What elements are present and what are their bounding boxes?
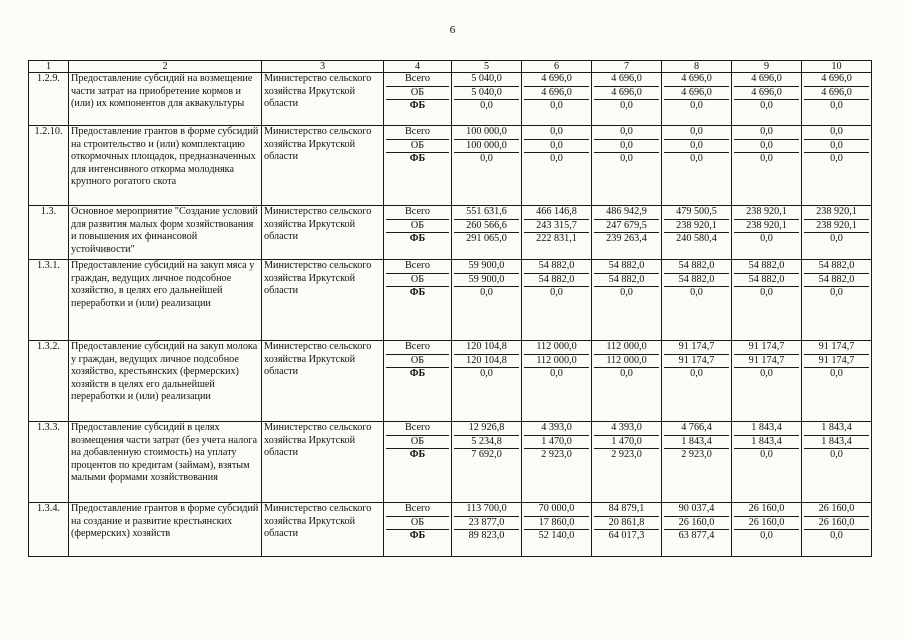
header-cell: 4 xyxy=(384,61,452,73)
item-description: Основное мероприятие "Создание условий для развития малых форм хозяйствования и повышения их финансовой устойчивости" xyxy=(69,206,262,260)
amount-value: 112 000,0 xyxy=(524,341,589,355)
amount-cell xyxy=(592,422,662,503)
amount-value: 4 696,0 xyxy=(594,87,659,101)
table-row xyxy=(29,260,872,341)
header-row xyxy=(29,61,872,73)
header-cell: 7 xyxy=(592,61,662,73)
amount-value: 5 040,0 xyxy=(454,87,519,101)
funding-type: ФБ xyxy=(409,100,426,112)
amount-value: 0,0 xyxy=(664,140,729,154)
amount-cell xyxy=(802,73,872,126)
amount-value: 17 860,0 xyxy=(524,517,589,531)
amount-value: 0,0 xyxy=(760,530,773,542)
amount-value: 0,0 xyxy=(804,140,869,154)
amount-cell xyxy=(592,503,662,557)
amount-value: 0,0 xyxy=(480,153,493,165)
amount-cell xyxy=(802,126,872,206)
item-executor: Министерство сельского хозяйства Иркутской области xyxy=(262,206,384,260)
amount-value: 238 920,1 xyxy=(804,220,869,234)
funding-type-cell xyxy=(384,503,452,557)
amount-value: 291 065,0 xyxy=(466,233,507,245)
funding-type: ОБ xyxy=(386,220,449,234)
funding-type: ФБ xyxy=(409,449,426,461)
item-number: 1.3.3. xyxy=(29,422,69,503)
item-description: Предоставление субсидий на закуп мяса у граждан, ведущих личное подсобное хозяйство, в целях его дальнейшей переработки и (или) реализации xyxy=(69,260,262,341)
funding-type: ФБ xyxy=(409,368,426,380)
amount-value: 0,0 xyxy=(480,368,493,380)
amount-cell xyxy=(802,422,872,503)
amount-value: 91 174,7 xyxy=(734,341,799,355)
funding-type: ФБ xyxy=(409,287,426,299)
amount-value: 1 843,4 xyxy=(734,436,799,450)
amount-cell xyxy=(802,206,872,260)
amount-value: 91 174,7 xyxy=(734,355,799,369)
item-description: Предоставление грантов в форме субсидий на строительство и (или) комплектацию откормочных площадок, предназначенных для интенсивного откорма молодняка крупного рогатого скота xyxy=(69,126,262,206)
page-number: 6 xyxy=(449,24,456,36)
amount-value: 1 470,0 xyxy=(524,436,589,450)
amount-value: 0,0 xyxy=(760,153,773,165)
amount-value: 0,0 xyxy=(760,287,773,299)
amount-value: 466 146,8 xyxy=(524,206,589,220)
table-row xyxy=(29,73,872,126)
amount-cell xyxy=(452,503,522,557)
amount-value: 4 696,0 xyxy=(594,73,659,87)
amount-value: 91 174,7 xyxy=(664,355,729,369)
funding-type: Всего xyxy=(386,260,449,274)
amount-cell xyxy=(522,341,592,422)
amount-value: 0,0 xyxy=(760,100,773,112)
amount-value: 0,0 xyxy=(690,287,703,299)
amount-cell xyxy=(452,126,522,206)
funding-type-cell xyxy=(384,73,452,126)
amount-value: 120 104,8 xyxy=(454,355,519,369)
amount-cell xyxy=(452,73,522,126)
amount-value: 238 920,1 xyxy=(734,206,799,220)
funding-type: ФБ xyxy=(409,233,426,245)
amount-value: 26 160,0 xyxy=(734,517,799,531)
amount-value: 54 882,0 xyxy=(734,274,799,288)
amount-cell xyxy=(662,73,732,126)
amount-value: 260 566,6 xyxy=(454,220,519,234)
item-number: 1.2.9. xyxy=(29,73,69,126)
amount-cell xyxy=(592,341,662,422)
funding-type: ОБ xyxy=(386,355,449,369)
amount-value: 4 696,0 xyxy=(734,73,799,87)
amount-value: 0,0 xyxy=(480,100,493,112)
amount-cell xyxy=(732,341,802,422)
amount-cell xyxy=(452,341,522,422)
amount-value: 2 923,0 xyxy=(681,449,712,461)
amount-value: 63 877,4 xyxy=(678,530,715,542)
amount-cell xyxy=(732,422,802,503)
amount-value: 112 000,0 xyxy=(524,355,589,369)
amount-cell xyxy=(522,126,592,206)
amount-cell xyxy=(662,422,732,503)
amount-value: 0,0 xyxy=(594,126,659,140)
amount-value: 112 000,0 xyxy=(594,341,659,355)
amount-value: 0,0 xyxy=(760,233,773,245)
amount-value: 479 500,5 xyxy=(664,206,729,220)
amount-value: 112 000,0 xyxy=(594,355,659,369)
amount-value: 59 900,0 xyxy=(454,274,519,288)
amount-value: 54 882,0 xyxy=(664,260,729,274)
amount-value: 100 000,0 xyxy=(454,140,519,154)
amount-value: 0,0 xyxy=(804,126,869,140)
amount-value: 0,0 xyxy=(830,368,843,380)
funding-type-cell xyxy=(384,260,452,341)
amount-value: 4 696,0 xyxy=(664,87,729,101)
table-row xyxy=(29,206,872,260)
funding-type-cell xyxy=(384,341,452,422)
amount-value: 113 700,0 xyxy=(454,503,519,517)
amount-value: 0,0 xyxy=(550,100,563,112)
amount-value: 1 470,0 xyxy=(594,436,659,450)
amount-cell xyxy=(592,206,662,260)
item-executor: Министерство сельского хозяйства Иркутской области xyxy=(262,422,384,503)
item-description: Предоставление субсидий на возмещение части затрат на приобретение кормов и (или) их компонентов для аквакультуры xyxy=(69,73,262,126)
amount-value: 54 882,0 xyxy=(804,260,869,274)
item-number: 1.2.10. xyxy=(29,126,69,206)
amount-cell xyxy=(522,260,592,341)
amount-value: 4 696,0 xyxy=(524,73,589,87)
funding-type: Всего xyxy=(386,341,449,355)
amount-cell xyxy=(732,73,802,126)
amount-value: 5 234,8 xyxy=(454,436,519,450)
amount-value: 2 923,0 xyxy=(541,449,572,461)
amount-value: 54 882,0 xyxy=(804,274,869,288)
item-description: Предоставление субсидий в целях возмещения части затрат (без учета налога на добавленную стоимость) на уплату процентов по кредитам (займам), взятым малыми формами хозяйствования xyxy=(69,422,262,503)
item-number: 1.3.1. xyxy=(29,260,69,341)
table-row xyxy=(29,126,872,206)
funding-type: ФБ xyxy=(409,530,426,542)
amount-value: 4 766,4 xyxy=(664,422,729,436)
item-executor: Министерство сельского хозяйства Иркутской области xyxy=(262,341,384,422)
funding-type: ОБ xyxy=(386,274,449,288)
funding-type-cell xyxy=(384,126,452,206)
amount-value: 0,0 xyxy=(550,368,563,380)
amount-value: 0,0 xyxy=(550,153,563,165)
amount-cell xyxy=(662,206,732,260)
amount-value: 4 696,0 xyxy=(734,87,799,101)
amount-value: 0,0 xyxy=(690,368,703,380)
amount-value: 238 920,1 xyxy=(734,220,799,234)
table-row xyxy=(29,422,872,503)
amount-cell xyxy=(732,206,802,260)
amount-value: 54 882,0 xyxy=(734,260,799,274)
table-row xyxy=(29,503,872,557)
amount-value: 240 580,4 xyxy=(676,233,717,245)
amount-value: 0,0 xyxy=(690,100,703,112)
funding-type-cell xyxy=(384,206,452,260)
amount-cell xyxy=(592,260,662,341)
header-cell: 8 xyxy=(662,61,732,73)
amount-value: 4 696,0 xyxy=(804,73,869,87)
amount-value: 0,0 xyxy=(830,233,843,245)
amount-value: 0,0 xyxy=(524,126,589,140)
header-cell: 5 xyxy=(452,61,522,73)
amount-value: 23 877,0 xyxy=(454,517,519,531)
amount-value: 26 160,0 xyxy=(804,517,869,531)
amount-value: 0,0 xyxy=(620,368,633,380)
amount-cell xyxy=(732,126,802,206)
funding-type: Всего xyxy=(386,206,449,220)
amount-cell xyxy=(802,341,872,422)
funding-type: ОБ xyxy=(386,87,449,101)
amount-value: 239 263,4 xyxy=(606,233,647,245)
amount-cell xyxy=(522,206,592,260)
amount-value: 26 160,0 xyxy=(734,503,799,517)
amount-value: 1 843,4 xyxy=(804,422,869,436)
item-number: 1.3. xyxy=(29,206,69,260)
item-executor: Министерство сельского хозяйства Иркутской области xyxy=(262,260,384,341)
amount-value: 0,0 xyxy=(830,449,843,461)
amount-value: 52 140,0 xyxy=(538,530,575,542)
amount-value: 0,0 xyxy=(550,287,563,299)
funding-type: ФБ xyxy=(409,153,426,165)
funding-type: ОБ xyxy=(386,436,449,450)
amount-value: 0,0 xyxy=(760,368,773,380)
amount-value: 120 104,8 xyxy=(454,341,519,355)
amount-value: 1 843,4 xyxy=(804,436,869,450)
amount-value: 4 393,0 xyxy=(594,422,659,436)
item-executor: Министерство сельского хозяйства Иркутской области xyxy=(262,73,384,126)
funding-type: Всего xyxy=(386,422,449,436)
amount-value: 1 843,4 xyxy=(664,436,729,450)
amount-value: 0,0 xyxy=(830,153,843,165)
amount-value: 0,0 xyxy=(690,153,703,165)
amount-cell xyxy=(802,503,872,557)
amount-value: 238 920,1 xyxy=(664,220,729,234)
amount-value: 0,0 xyxy=(524,140,589,154)
amount-cell xyxy=(802,260,872,341)
amount-value: 4 696,0 xyxy=(664,73,729,87)
amount-value: 0,0 xyxy=(480,287,493,299)
amount-value: 26 160,0 xyxy=(664,517,729,531)
amount-value: 54 882,0 xyxy=(664,274,729,288)
amount-value: 84 879,1 xyxy=(594,503,659,517)
header-cell: 9 xyxy=(732,61,802,73)
header-cell: 6 xyxy=(522,61,592,73)
amount-cell xyxy=(522,422,592,503)
amount-cell xyxy=(452,206,522,260)
item-number: 1.3.2. xyxy=(29,341,69,422)
amount-value: 0,0 xyxy=(594,140,659,154)
amount-value: 1 843,4 xyxy=(734,422,799,436)
amount-value: 7 692,0 xyxy=(471,449,502,461)
amount-value: 4 696,0 xyxy=(804,87,869,101)
amount-value: 247 679,5 xyxy=(594,220,659,234)
amount-cell xyxy=(522,503,592,557)
amount-cell xyxy=(732,503,802,557)
amount-cell xyxy=(662,126,732,206)
amount-value: 0,0 xyxy=(734,140,799,154)
funding-type: ОБ xyxy=(386,517,449,531)
amount-value: 54 882,0 xyxy=(594,260,659,274)
amount-value: 54 882,0 xyxy=(524,274,589,288)
amount-value: 12 926,8 xyxy=(454,422,519,436)
amount-value: 0,0 xyxy=(664,126,729,140)
amount-cell xyxy=(592,73,662,126)
amount-value: 91 174,7 xyxy=(804,355,869,369)
amount-value: 2 923,0 xyxy=(611,449,642,461)
funding-type: Всего xyxy=(386,126,449,140)
amount-value: 5 040,0 xyxy=(454,73,519,87)
amount-value: 54 882,0 xyxy=(594,274,659,288)
amount-value: 91 174,7 xyxy=(804,341,869,355)
item-description: Предоставление грантов в форме субсидий на создание и развитие крестьянских (фермерских) хозяйств xyxy=(69,503,262,557)
amount-value: 0,0 xyxy=(734,126,799,140)
item-executor: Министерство сельского хозяйства Иркутской области xyxy=(262,126,384,206)
table-row xyxy=(29,341,872,422)
amount-value: 100 000,0 xyxy=(454,126,519,140)
header-cell: 10 xyxy=(802,61,872,73)
amount-cell xyxy=(522,73,592,126)
amount-value: 243 315,7 xyxy=(524,220,589,234)
amount-value: 64 017,3 xyxy=(608,530,645,542)
funding-type: Всего xyxy=(386,73,449,87)
item-number: 1.3.4. xyxy=(29,503,69,557)
amount-value: 91 174,7 xyxy=(664,341,729,355)
header-cell: 3 xyxy=(262,61,384,73)
funding-type: ОБ xyxy=(386,140,449,154)
amount-value: 0,0 xyxy=(620,287,633,299)
budget-table xyxy=(28,60,872,557)
amount-cell xyxy=(452,260,522,341)
amount-cell xyxy=(662,260,732,341)
amount-value: 70 000,0 xyxy=(524,503,589,517)
amount-value: 54 882,0 xyxy=(524,260,589,274)
amount-cell xyxy=(452,422,522,503)
amount-value: 20 861,8 xyxy=(594,517,659,531)
amount-value: 0,0 xyxy=(760,449,773,461)
amount-value: 90 037,4 xyxy=(664,503,729,517)
amount-cell xyxy=(662,341,732,422)
funding-type-cell xyxy=(384,422,452,503)
header-cell: 2 xyxy=(69,61,262,73)
amount-cell xyxy=(732,260,802,341)
amount-value: 89 823,0 xyxy=(468,530,505,542)
amount-value: 4 696,0 xyxy=(524,87,589,101)
amount-value: 59 900,0 xyxy=(454,260,519,274)
amount-value: 0,0 xyxy=(620,153,633,165)
amount-value: 0,0 xyxy=(620,100,633,112)
amount-value: 486 942,9 xyxy=(594,206,659,220)
item-description: Предоставление субсидий на закуп молока у граждан, ведущих личное подсобное хозяйство, крестьянских (фермерских) хозяйств в целях его дальнейшей переработки и (или) реализации xyxy=(69,341,262,422)
amount-value: 26 160,0 xyxy=(804,503,869,517)
funding-type: Всего xyxy=(386,503,449,517)
item-executor: Министерство сельского хозяйства Иркутской области xyxy=(262,503,384,557)
amount-value: 0,0 xyxy=(830,287,843,299)
amount-value: 551 631,6 xyxy=(454,206,519,220)
amount-value: 238 920,1 xyxy=(804,206,869,220)
amount-cell xyxy=(662,503,732,557)
amount-value: 0,0 xyxy=(830,530,843,542)
amount-value: 4 393,0 xyxy=(524,422,589,436)
amount-cell xyxy=(592,126,662,206)
amount-value: 0,0 xyxy=(830,100,843,112)
amount-value: 222 831,1 xyxy=(536,233,577,245)
header-cell: 1 xyxy=(29,61,69,73)
